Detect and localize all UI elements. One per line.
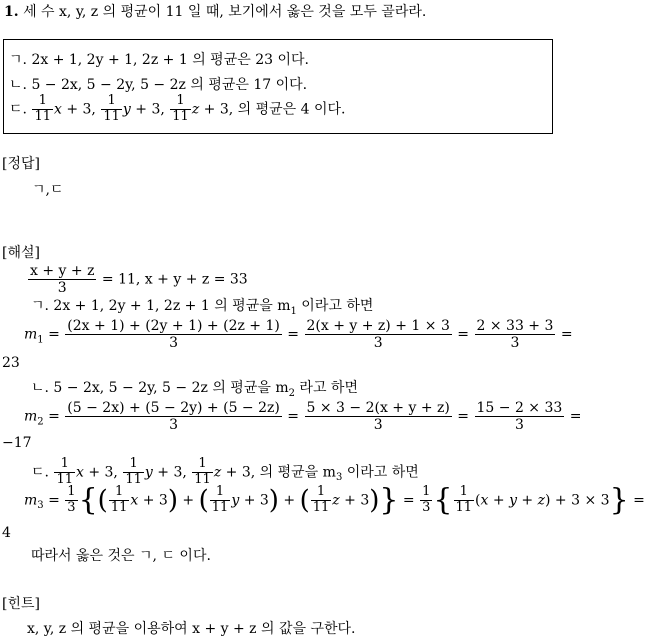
frac-den: 3 xyxy=(510,335,520,352)
frac-num: 1 xyxy=(123,457,144,473)
answer-heading: [정답] xyxy=(2,156,40,172)
option-b-text: 5 − 2x, 5 − 2y, 5 − 2z 의 평균은 17 이다. xyxy=(31,77,308,93)
expl-b-intro-text: ㄴ. 5 − 2x, 5 − 2y, 5 − 2z 의 평균을 m xyxy=(31,380,289,396)
frac-num: (2x + 1) + (2y + 1) + (2z + 1) xyxy=(67,318,280,334)
frac-den: 3 xyxy=(57,280,67,297)
expl-a-intro: ㄱ. 2x + 1, 2y + 1, 2z + 1 의 평균을 $m_1$ 이라고 하면 xyxy=(31,298,374,317)
frac-num: 1 xyxy=(101,94,122,110)
expl-c-intro: ㄷ. $\frac{1}{11}$ x + 3, $\frac{1}{11}$ y + 3, $\frac{1}{11}$ z + 3, 의 평균을 $m_3$ 이라고 하면 xyxy=(31,456,419,487)
frac-den: 3 xyxy=(373,417,383,434)
frac-den: 3 xyxy=(169,335,179,352)
expl-a-result: 23 xyxy=(2,355,20,371)
expl-a-intro-end: 이라고 하면 xyxy=(296,298,374,314)
expl-c-equation: $m_3$ = $\frac{1}{3}$ {( $\frac{1}{11}$ x + 3) + ( $\frac{1}{11}$ y + 3) + ( $\frac{1}{11}$ z + 3)} = $\frac{1}{3}$ { $\frac{1}{11}$ (x + y + z) + 3 × 3} = xyxy=(24,482,645,518)
frac-den: 3 xyxy=(169,417,179,434)
option-c-tail: 의 평균은 4 이다. xyxy=(237,101,346,118)
frac-num: 1 xyxy=(32,94,53,110)
hint-text: x, y, z 의 평균을 이용하여 x + y + z 의 값을 구한다. xyxy=(27,621,356,637)
frac-den: 11 xyxy=(34,108,51,124)
expl-line1 xyxy=(27,263,248,296)
frac-den: 11 xyxy=(125,471,142,487)
expl-a-equation: $m_1$ = $\frac{(2x + 1) + (2y + 1) + (2z + 1)}{3}$ = $\frac{2(x + y + z) + 1 \times 3}{3}$ = $\frac{2 \times 33 + 3}{3}$ = xyxy=(24,318,573,352)
option-b xyxy=(9,78,307,92)
hint-heading: [힌트] xyxy=(2,596,40,612)
option-c-label: ㄷ. xyxy=(9,101,27,118)
option-c: ㄷ. $\frac{1}{11}$ x + 3, $\frac{1}{11}$ y + 3, $\frac{1}{11}$ z + 3, 의 평균은 4 이다. xyxy=(9,93,346,124)
expl-b-intro: ㄴ. 5 − 2x, 5 − 2y, 5 − 2z 의 평균을 $m_2$ 라고 하면 xyxy=(31,380,358,399)
frac-num: 2(x + y + z) + 1 × 3 xyxy=(306,318,450,334)
frac-num: (5 − 2x) + (5 − 2y) + (5 − 2z) xyxy=(67,400,280,416)
expl-a-intro-text: ㄱ. 2x + 1, 2y + 1, 2z + 1 의 평균을 m xyxy=(31,298,291,314)
frac-num: 2 × 33 + 3 xyxy=(476,318,554,334)
frac-den: 3 xyxy=(373,335,383,352)
expl-c-intro-tail: 의 평균을 m xyxy=(259,464,336,481)
option-a-text: 2x + 1, 2y + 1, 2z + 1 의 평균은 23 이다. xyxy=(31,52,309,68)
expl-b-intro-end: 라고 하면 xyxy=(294,380,358,396)
frac-num: 1 xyxy=(192,457,213,473)
frac-den: 11 xyxy=(172,108,189,124)
frac-den: 11 xyxy=(103,108,120,124)
expl-c-result: 4 xyxy=(2,525,11,541)
frac-num: 5 × 3 − 2(x + y + z) xyxy=(306,400,450,416)
expl-c-intro-end: 이라고 하면 xyxy=(342,464,419,481)
explanation-heading: [해설] xyxy=(2,245,40,261)
expl-conclusion: 따라서 옳은 것은 ㄱ, ㄷ 이다. xyxy=(31,548,211,564)
frac-den: 3 xyxy=(514,417,524,434)
expl-b-equation: $m_2$ = $\frac{(5 - 2x) + (5 - 2y) + (5 - 2z)}{3}$ = $\frac{5 \times 3 - 2(x + y + z)}{3}$ = $\frac{15 - 2 \times 33}{3}$ = xyxy=(24,400,582,434)
frac-den: 11 xyxy=(56,471,73,487)
frac-num: x + y + z xyxy=(30,263,95,279)
question-prompt: 세 수 x, y, z 의 평균이 11 일 때, 보기에서 옳은 것을 모두 골라라. xyxy=(23,4,427,20)
option-a-label: ㄱ. xyxy=(9,52,27,68)
question-number: 1. xyxy=(4,4,19,20)
question-line xyxy=(4,5,426,19)
frac-num: 1 xyxy=(54,457,75,473)
option-a xyxy=(9,53,309,67)
answer-text: ㄱ,ㄷ xyxy=(32,182,64,198)
expl-c-label: ㄷ. xyxy=(31,464,49,481)
expl-b-result: −17 xyxy=(2,435,32,451)
expl-line1-rest: = 11, x + y + z = 33 xyxy=(101,271,248,288)
frac-num: 1 xyxy=(170,94,191,110)
frac-den: 11 xyxy=(194,471,211,487)
frac-num: 15 − 2 × 33 xyxy=(476,400,563,416)
option-b-label: ㄴ. xyxy=(9,77,27,93)
